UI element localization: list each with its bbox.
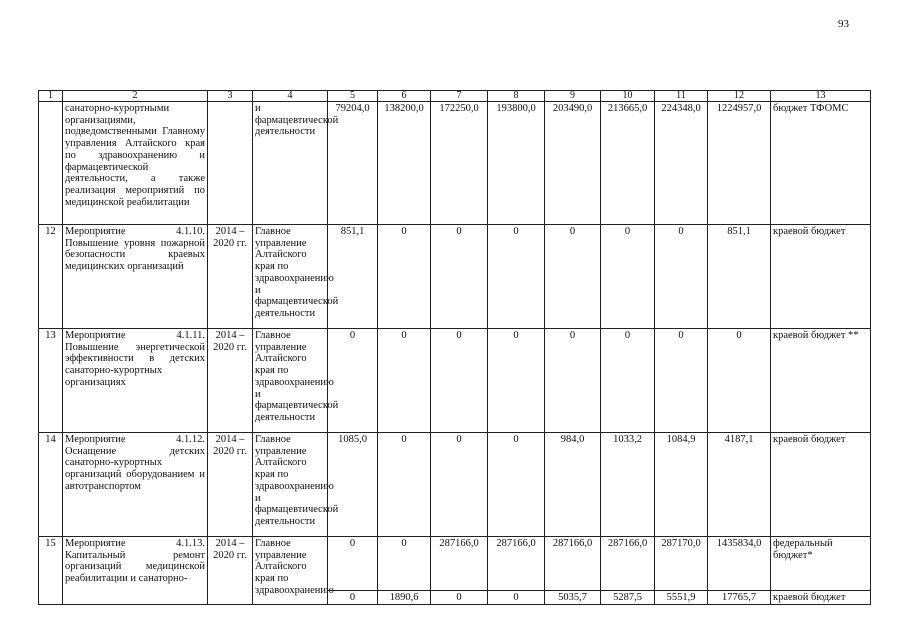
amount-sub-value: 0 <box>431 590 487 604</box>
header-cell: 10 <box>601 91 655 102</box>
amount-cell <box>655 225 708 329</box>
funding-source-cell <box>771 537 871 605</box>
amount-cell <box>431 537 488 605</box>
activity-cell: Мероприятие 4.1.13. Капитальный ремонт организаций медицинской реабилитации и санаторно- <box>63 537 208 605</box>
amount-value: 0 <box>569 330 576 341</box>
header-cell: 4 <box>253 91 328 102</box>
amount-sub-value: 5035,7 <box>545 590 600 604</box>
table-row <box>39 433 871 537</box>
amount-value: 193800,0 <box>496 103 536 114</box>
amount-value: 1085,0 <box>338 434 367 445</box>
amount-cell <box>545 225 601 329</box>
amount-value: 0 <box>624 330 631 341</box>
amount-value: 0 <box>513 330 519 341</box>
amount-cell <box>655 102 708 225</box>
amount-cell <box>708 433 771 537</box>
executor-cell: Главное управление Алтайского края по здравоохранению и фармацевтической деятельности <box>253 433 328 537</box>
amount-value: 0 <box>349 330 356 341</box>
period-cell: 2014 – 2020 гг. <box>208 225 253 329</box>
amount-cell <box>431 433 488 537</box>
amount-sub-value: 17765,7 <box>708 590 770 604</box>
funding-source-cell <box>771 329 871 433</box>
page-number: 93 <box>838 18 849 30</box>
amount-sub-value: 1890,6 <box>378 590 430 604</box>
amount-cell <box>488 102 545 225</box>
funding-source: бюджет ТФОМС <box>773 103 849 114</box>
amount-value: 851,1 <box>340 226 365 237</box>
header-row <box>39 91 871 102</box>
funding-source-cell <box>771 102 871 225</box>
funding-source: федеральный бюджет* <box>773 538 833 561</box>
header-cell: 1 <box>39 91 63 102</box>
header-cell: 8 <box>488 91 545 102</box>
period-cell: 2014 – 2020 гг. <box>208 537 253 605</box>
amount-value: 1033,2 <box>613 434 642 445</box>
header-cell: 6 <box>378 91 431 102</box>
table-row <box>39 537 871 605</box>
period-cell: 2014 – 2020 гг. <box>208 433 253 537</box>
amount-value: 203490,0 <box>552 103 593 114</box>
amount-cell <box>601 102 655 225</box>
amount-value: 0 <box>736 330 742 341</box>
activity-cell: санаторно-курортными организациями, подведомственными Главному управления Алтайского края по здравоохранению и фармацевтической деятельности, а также реализация мероприятий по медицинской реабилитации <box>63 102 208 225</box>
amount-cell <box>601 329 655 433</box>
header-cell: 11 <box>655 91 708 102</box>
executor-cell: Главное управление Алтайского края по здравоохранению <box>253 537 328 605</box>
amount-cell <box>378 433 431 537</box>
amount-cell <box>431 102 488 225</box>
amount-value: 0 <box>401 226 407 237</box>
amount-value: 0 <box>456 434 462 445</box>
row-number: 13 <box>39 329 63 433</box>
row-number: 15 <box>39 537 63 605</box>
amount-cell <box>545 537 601 605</box>
amount-value: 79204,0 <box>335 103 370 114</box>
amount-sub-value: 5551,9 <box>655 590 707 604</box>
amount-cell <box>431 225 488 329</box>
table-row <box>39 225 871 329</box>
amount-value: 172250,0 <box>439 103 479 114</box>
activity-cell: Мероприятие 4.1.12. Оснащение детских санаторно-курортных организаций оборудованием и автотранспортом <box>63 433 208 537</box>
amount-cell <box>328 225 378 329</box>
header-cell: 12 <box>708 91 771 102</box>
executor-cell: и фармацевтической деятельности <box>253 102 328 225</box>
amount-cell <box>488 329 545 433</box>
amount-value: 138200,0 <box>384 103 424 114</box>
amount-value: 213665,0 <box>607 103 648 114</box>
amount-value: 287170,0 <box>661 538 701 549</box>
amount-cell <box>655 537 708 605</box>
amount-value: 0 <box>349 538 356 549</box>
amount-cell <box>545 329 601 433</box>
budget-table <box>38 90 871 605</box>
amount-value: 1084,9 <box>666 434 696 445</box>
header-cell: 7 <box>431 91 488 102</box>
amount-value: 0 <box>624 226 631 237</box>
activity-cell: Мероприятие 4.1.10. Повышение уровня пожарной безопасности краевых медицинских организаций <box>63 225 208 329</box>
amount-cell <box>488 225 545 329</box>
row-number: 14 <box>39 433 63 537</box>
amount-cell <box>431 329 488 433</box>
row-number: 12 <box>39 225 63 329</box>
amount-value: 0 <box>678 330 684 341</box>
header-cell: 13 <box>771 91 871 102</box>
funding-source-sub: краевой бюджет <box>771 590 870 604</box>
amount-value: 287166,0 <box>607 538 648 549</box>
executor-cell: Главное управление Алтайского края по здравоохранению и фармацевтической деятельности <box>253 225 328 329</box>
period-cell <box>208 102 253 225</box>
period-cell: 2014 – 2020 гг. <box>208 329 253 433</box>
header-cell: 9 <box>545 91 601 102</box>
amount-value: 0 <box>401 434 407 445</box>
table-row <box>39 329 871 433</box>
funding-source: краевой бюджет ** <box>773 330 859 341</box>
amount-cell <box>488 433 545 537</box>
amount-cell <box>601 225 655 329</box>
amount-cell <box>378 537 431 605</box>
amount-cell <box>328 537 378 605</box>
amount-cell <box>655 329 708 433</box>
amount-cell <box>708 537 771 605</box>
amount-cell <box>378 225 431 329</box>
funding-source: краевой бюджет <box>773 226 846 237</box>
amount-value: 0 <box>513 226 519 237</box>
amount-value: 287166,0 <box>552 538 593 549</box>
amount-cell <box>545 433 601 537</box>
amount-value: 0 <box>678 226 684 237</box>
activity-cell: Мероприятие 4.1.11. Повышение энергетической эффективности в детских санаторно-курортных организациях <box>63 329 208 433</box>
amount-value: 287166,0 <box>496 538 536 549</box>
amount-cell <box>708 329 771 433</box>
amount-sub-value: 0 <box>488 590 544 604</box>
amount-value: 0 <box>401 538 407 549</box>
amount-cell <box>601 433 655 537</box>
header-cell: 3 <box>208 91 253 102</box>
amount-cell <box>708 225 771 329</box>
amount-value: 1435834,0 <box>716 538 762 549</box>
executor-cell: Главное управление Алтайского края по здравоохранению и фармацевтической деятельности <box>253 329 328 433</box>
funding-source: краевой бюджет <box>773 434 846 445</box>
header-cell: 5 <box>328 91 378 102</box>
funding-source-cell <box>771 433 871 537</box>
amount-cell <box>655 433 708 537</box>
amount-value: 287166,0 <box>439 538 479 549</box>
table-row <box>39 102 871 225</box>
amount-value: 4187,1 <box>724 434 754 445</box>
amount-cell <box>328 433 378 537</box>
row-number <box>39 102 63 225</box>
amount-sub-value: 5287,5 <box>601 590 654 604</box>
amount-cell <box>378 329 431 433</box>
amount-value: 0 <box>456 330 462 341</box>
amount-value: 851,1 <box>727 226 751 237</box>
amount-cell <box>545 102 601 225</box>
amount-value: 224348,0 <box>661 103 701 114</box>
amount-cell <box>601 537 655 605</box>
amount-sub-value: 0 <box>328 590 377 604</box>
amount-cell <box>708 102 771 225</box>
amount-cell <box>488 537 545 605</box>
amount-value: 0 <box>401 330 407 341</box>
amount-cell <box>328 329 378 433</box>
amount-value: 0 <box>569 226 576 237</box>
funding-source-cell <box>771 225 871 329</box>
amount-value: 0 <box>513 434 519 445</box>
amount-value: 984,0 <box>560 434 585 445</box>
header-cell: 2 <box>63 91 208 102</box>
amount-value: 0 <box>456 226 462 237</box>
amount-value: 1224957,0 <box>716 103 762 114</box>
amount-cell <box>378 102 431 225</box>
